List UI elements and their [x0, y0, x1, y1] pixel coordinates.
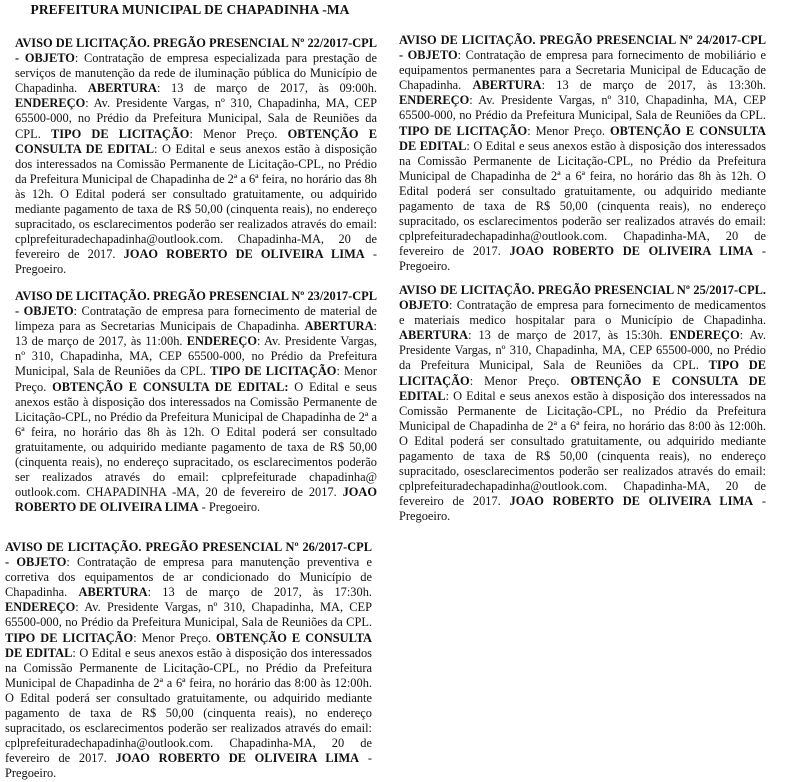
notice-body [5, 540, 372, 782]
obtencao-text: : O Edital e seus anexos estão à disposição dos interessados na Comissão Permanente de Licitação-CPL, no Prédio da Prefeitura Municipal de Chapadinha de 2ª a 6ª feira, no horário das 8:00 às 12:00h. O Edital poderá ser consultado gratuitamente, ou adquirido mediante pagamento de taxa de R$ 50,00 (cinquenta reais), no endereço supracitado, osesclarecimentos poderão ser realizados através do email: cplprefeituradechapadinha@outlook.com. Chapadinha-MA, 20 de fevereiro de 2017. [399, 388, 766, 509]
notice-body [15, 36, 377, 278]
signer-role: - Pregoeiro. [399, 244, 766, 274]
endereco-label: ENDEREÇO [5, 600, 76, 615]
objeto-label: - OBJETO [5, 555, 67, 570]
signer-name: JOAO ROBERTO DE OLIVEIRA LIMA [509, 494, 754, 509]
abertura-text: : 13 de março de 2017, às 09:00h. [156, 81, 377, 96]
notice-23 [15, 289, 377, 515]
notice-body [399, 283, 766, 525]
abertura-label: ABERTURA [472, 78, 542, 93]
endereco-text: : Av. Presidente Vargas, nº 310, Chapadinha, MA, CEP 65500-000, no Prédio da Prefeitura Municipal, Sala de Reuniões da CPL. [15, 96, 377, 141]
obtencao-label: OBTENÇÃO E CONSULTA DE EDITAL [5, 630, 372, 660]
obtencao-label: OBTENÇÃO E CONSULTA DE EDITAL: [52, 379, 289, 394]
endereco-label: ENDEREÇO [15, 96, 86, 111]
endereco-label: ENDEREÇO [186, 334, 257, 349]
endereco-text: : Av. Presidente Vargas, nº 310, Chapadinha, MA, CEP 65500-000, no Prédio da Prefeitura Municipal, Sala de Reuniões da CPL. [399, 93, 766, 123]
notice-24 [399, 33, 766, 275]
signer-name: JOAO ROBERTO DE OLIVEIRA LIMA [15, 485, 377, 515]
signer-role: - Pregoeiro. [198, 500, 261, 515]
obtencao-label: OBTENÇÃO E CONSULTA DE EDITAL [399, 123, 766, 153]
objeto-label: - OBJETO [399, 48, 458, 63]
tipo-label: TIPO DE LICITAÇÃO [399, 123, 528, 138]
tipo-text: : Menor Preço. [15, 364, 377, 394]
notice-title: AVISO DE LICITAÇÃO. PREGÃO PRESENCIAL Nº 24/2017-CPL [399, 33, 766, 47]
objeto-text: : Contratação de empresa para fornecimento de material de limpeza para as Secretarias Municipais de Chapadinha. [15, 304, 377, 334]
objeto-label: - OBJETO [15, 51, 75, 66]
abertura-label: ABERTURA [304, 319, 374, 334]
notice-title: AVISO DE LICITAÇÃO. PREGÃO PRESENCIAL Nº 25/2017-CPL. [399, 283, 766, 297]
tipo-label: TIPO DE LICITAÇÃO [399, 358, 766, 388]
abertura-label: ABERTURA [87, 81, 157, 96]
notice-25 [399, 283, 766, 525]
endereco-text: : Av. Presidente Vargas, nº 310, Chapadinha, MA, CEP 65500-000, no Prédio da Prefeitura Municipal, Sala de Reuniões da CPL. [5, 600, 372, 630]
signer-role: - Pregoeiro. [399, 494, 766, 524]
obtencao-label: OBTENÇÃO E CONSULTA DE EDITAL [15, 126, 377, 156]
abertura-text: : 13 de março de 2017, às 17:30h. [147, 585, 372, 600]
endereco-text: : Av. Presidente Vargas, nº 310, Chapadinha, MA, CEP 65500-000, no Prédio da Prefeitura Municipal, Sala de Reuniões da CPL. [399, 328, 766, 373]
notice-body [399, 33, 766, 275]
signer-role: - Pregoeiro. [15, 247, 377, 277]
obtencao-text: : O Edital e seus anexos estão à disposição dos interessados na Comissão Permanente de Licitação-CPL, no Prédio da Prefeitura Municipal de Chapadinha de 2ª a 6ª feira, no horário das 8h às 12h. O Edital poderá ser consultado gratuitamente, ou adquirido mediante pagamento de taxa de R$ 50,00 (cinquenta reais), no endereço supracitado, os esclarecimentos poderão ser realizados através do email: cplprefeituradechapadinha@outlook.com. Chapadinha-MA, 20 de fevereiro de 2017. [15, 141, 377, 262]
tipo-label: TIPO DE LICITAÇÃO [210, 364, 337, 379]
notice-22 [15, 36, 377, 278]
tipo-text: : Menor Preço. [469, 373, 560, 388]
objeto-text: : Contratação de empresa para manutenção preventiva e corretiva dos equipamentos de ar condicionado do Município de Chapadinha. [5, 555, 373, 600]
abertura-text: : 13 de março de 2017, às 13:30h. [541, 78, 766, 93]
abertura-text: : 13 de março de 2017, às 15:30h. [468, 328, 663, 343]
tipo-label: TIPO DE LICITAÇÃO [50, 126, 190, 141]
endereco-text: : Av. Presidente Vargas, nº 310, Chapadinha, MA, CEP 65500-000, no Prédio da Prefeitura Municipal, Sala de Reuniões da CPL. [15, 334, 377, 379]
objeto-label: OBJETO [399, 298, 450, 313]
signer-name: JOAO ROBERTO DE OLIVEIRA LIMA [509, 244, 754, 259]
endereco-label: ENDEREÇO [669, 328, 740, 343]
objeto-text: : Contratação de empresa para fornecimento de mobiliário e equipamentos permanentes para a Secretaria Municipal de Educação de Chapadinha. [399, 48, 767, 93]
obtencao-text: : O Edital e seus anexos estão à disposição dos interessados na Comissão Permanente de Licitação-CPL, no Prédio da Prefeitura Municipal de Chapadinha de 2ª a 6ª feira, no horário das 8:00 às 12:00h. O Edital poderá ser consultado gratuitamente, ou adquirido mediante pagamento de taxa de R$ 50,00 (cinquenta reais), no endereço supracitado, os esclarecimentos poderão ser realizados através do email: cplprefeituradechapadinha@outlook.com. Chapadinha-MA, 20 de fevereiro de 2017. [5, 645, 372, 766]
objeto-text: : Contratação de empresa para fornecimento de medicamentos e materiais medico hospitalar para o Município de Chapadinha. [399, 298, 766, 328]
obtencao-label: OBTENÇÃO E CONSULTA DE EDITAL [399, 373, 767, 403]
tipo-text: : Menor Preço. [133, 630, 211, 645]
obtencao-text: O Edital e seus anexos estão à disposição dos interessados na Comissão Permanente de Licitação-CPL, no Prédio da Prefeitura Municipal de Chapadinha de 2ª a 6ª feira, no horário das 8h às 12h. O Edital poderá ser consultado gratuitamente, ou adquirido mediante pagamento de taxa de R$ 50,00 (cinquenta reais), no endereço supracitado, os esclarecimentos poderão ser realizados através do email: cplprefeiturade chapadinha@ outlook.com. CHAPADINHA -MA, 20 de fevereiro de 2017. [15, 379, 377, 500]
abertura-label: ABERTURA [399, 328, 469, 343]
objeto-label: - OBJETO [15, 304, 74, 319]
notice-title: AVISO DE LICITAÇÃO. PREGÃO PRESENCIAL Nº 26/2017-CPL [5, 540, 372, 554]
tipo-text: : Menor Preço. [527, 123, 605, 138]
tipo-label: TIPO DE LICITAÇÃO [5, 630, 134, 645]
obtencao-text: : O Edital e seus anexos estão à disposição dos interessados na Comissão Permanente de Licitação-CPL, no Prédio da Prefeitura Municipal de Chapadinha de 2ª a 6ª feira, no horário das 8h às 12h. O Edital poderá ser consultado gratuitamente, ou adquirido mediante pagamento de taxa de R$ 50,00 (cinquenta reais), no endereço supracitado, os esclarecimentos poderão ser realizados através do email: cplprefeituradechapadinha@outlook.com. Chapadinha-MA, 20 de fevereiro de 2017. [399, 138, 766, 259]
notice-title: AVISO DE LICITAÇÃO. PREGÃO PRESENCIAL Nº 22/2017-CPL [15, 36, 377, 50]
signer-name: JOAO ROBERTO DE OLIVEIRA LIMA [123, 247, 365, 262]
signer-name: JOAO ROBERTO DE OLIVEIRA LIMA [115, 751, 360, 766]
page-title: PREFEITURA MUNICIPAL DE CHAPADINHA -MA [30, 2, 350, 17]
notice-26 [5, 540, 372, 782]
notice-title: AVISO DE LICITAÇÃO. PREGÃO PRESENCIAL Nº 23/2017-CPL [15, 289, 377, 303]
abertura-text: : 13 de março de 2017, às 11:00h. [15, 319, 377, 349]
abertura-label: ABERTURA [78, 585, 148, 600]
notice-body [15, 289, 377, 515]
tipo-text: : Menor Preço. [189, 126, 278, 141]
signer-role: - Pregoeiro. [5, 751, 372, 781]
endereco-label: ENDEREÇO [399, 93, 470, 108]
objeto-text: : Contratação de empresa especializada para prestação de serviços de manutenção da rede de iluminação pública do Município de Chapadinha. [15, 51, 378, 96]
